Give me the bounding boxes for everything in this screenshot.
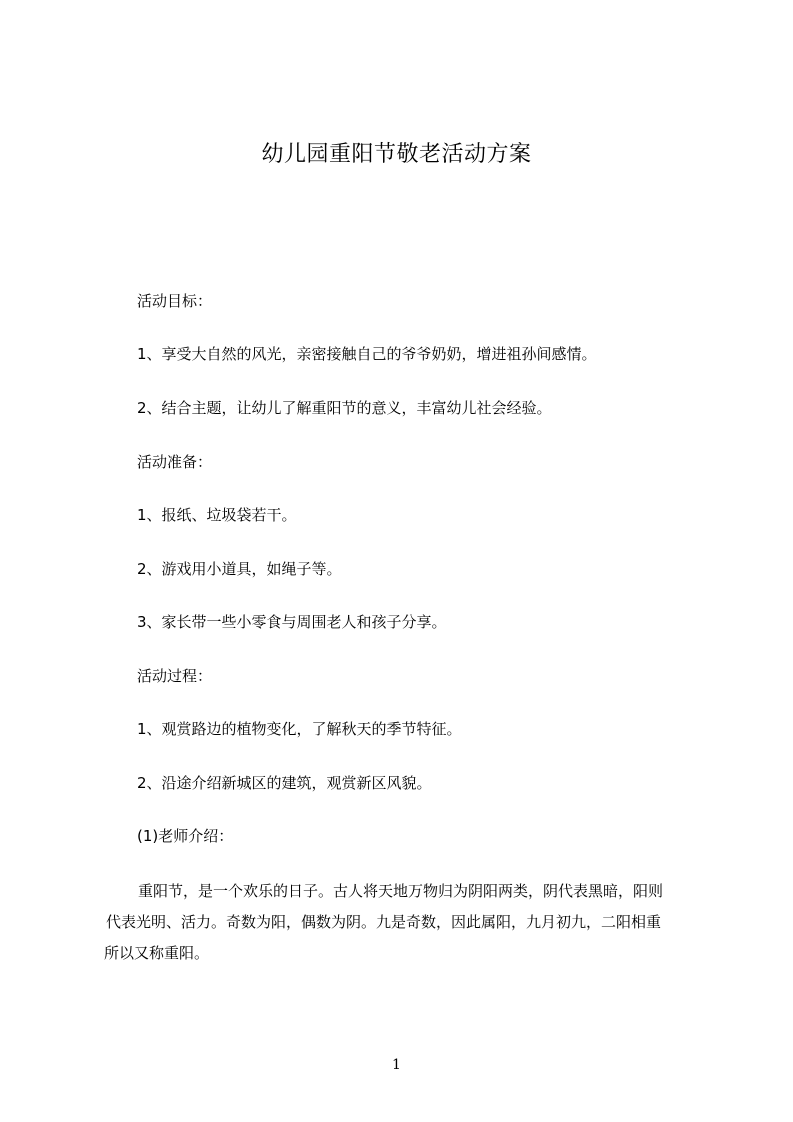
process-item-2: 2、沿途介绍新城区的建筑，观赏新区风貌。: [137, 774, 432, 792]
goal-item-2: 2、结合主题，让幼儿了解重阳节的意义，丰富幼儿社会经验。: [137, 399, 552, 417]
paragraph-line-2: 代表光明、活力。奇数为阳，偶数为阴。九是奇数，因此属阳，九月初九，二阳相重: [106, 913, 662, 931]
subheading-teacher-intro: (1)老师介绍：: [137, 827, 234, 845]
paragraph-line-3: 所以又称重阳。: [104, 944, 210, 962]
section-heading-preparation: 活动准备：: [137, 453, 213, 471]
preparation-item-1: 1、报纸、垃圾袋若干。: [137, 506, 297, 524]
document-title: 幼儿园重阳节敬老活动方案: [261, 142, 532, 167]
section-heading-process: 活动过程：: [137, 667, 213, 685]
section-heading-goals: 活动目标：: [137, 292, 213, 310]
process-item-1: 1、观赏路边的植物变化，了解秋天的季节特征。: [137, 720, 462, 738]
body-paragraph: [104, 876, 704, 969]
paragraph-line-1: 重阳节，是一个欢乐的日子。古人将天地万物归为阴阳两类，阴代表黑暗，阳则: [138, 882, 664, 900]
preparation-item-2: 2、游戏用小道具，如绳子等。: [137, 560, 342, 578]
preparation-item-3: 3、家长带一些小零食与周围老人和孩子分享。: [137, 613, 447, 631]
page-number: 1: [392, 1057, 401, 1073]
goal-item-1: 1、享受大自然的风光，亲密接触自己的爷爷奶奶，增进祖孙间感情。: [137, 345, 597, 363]
